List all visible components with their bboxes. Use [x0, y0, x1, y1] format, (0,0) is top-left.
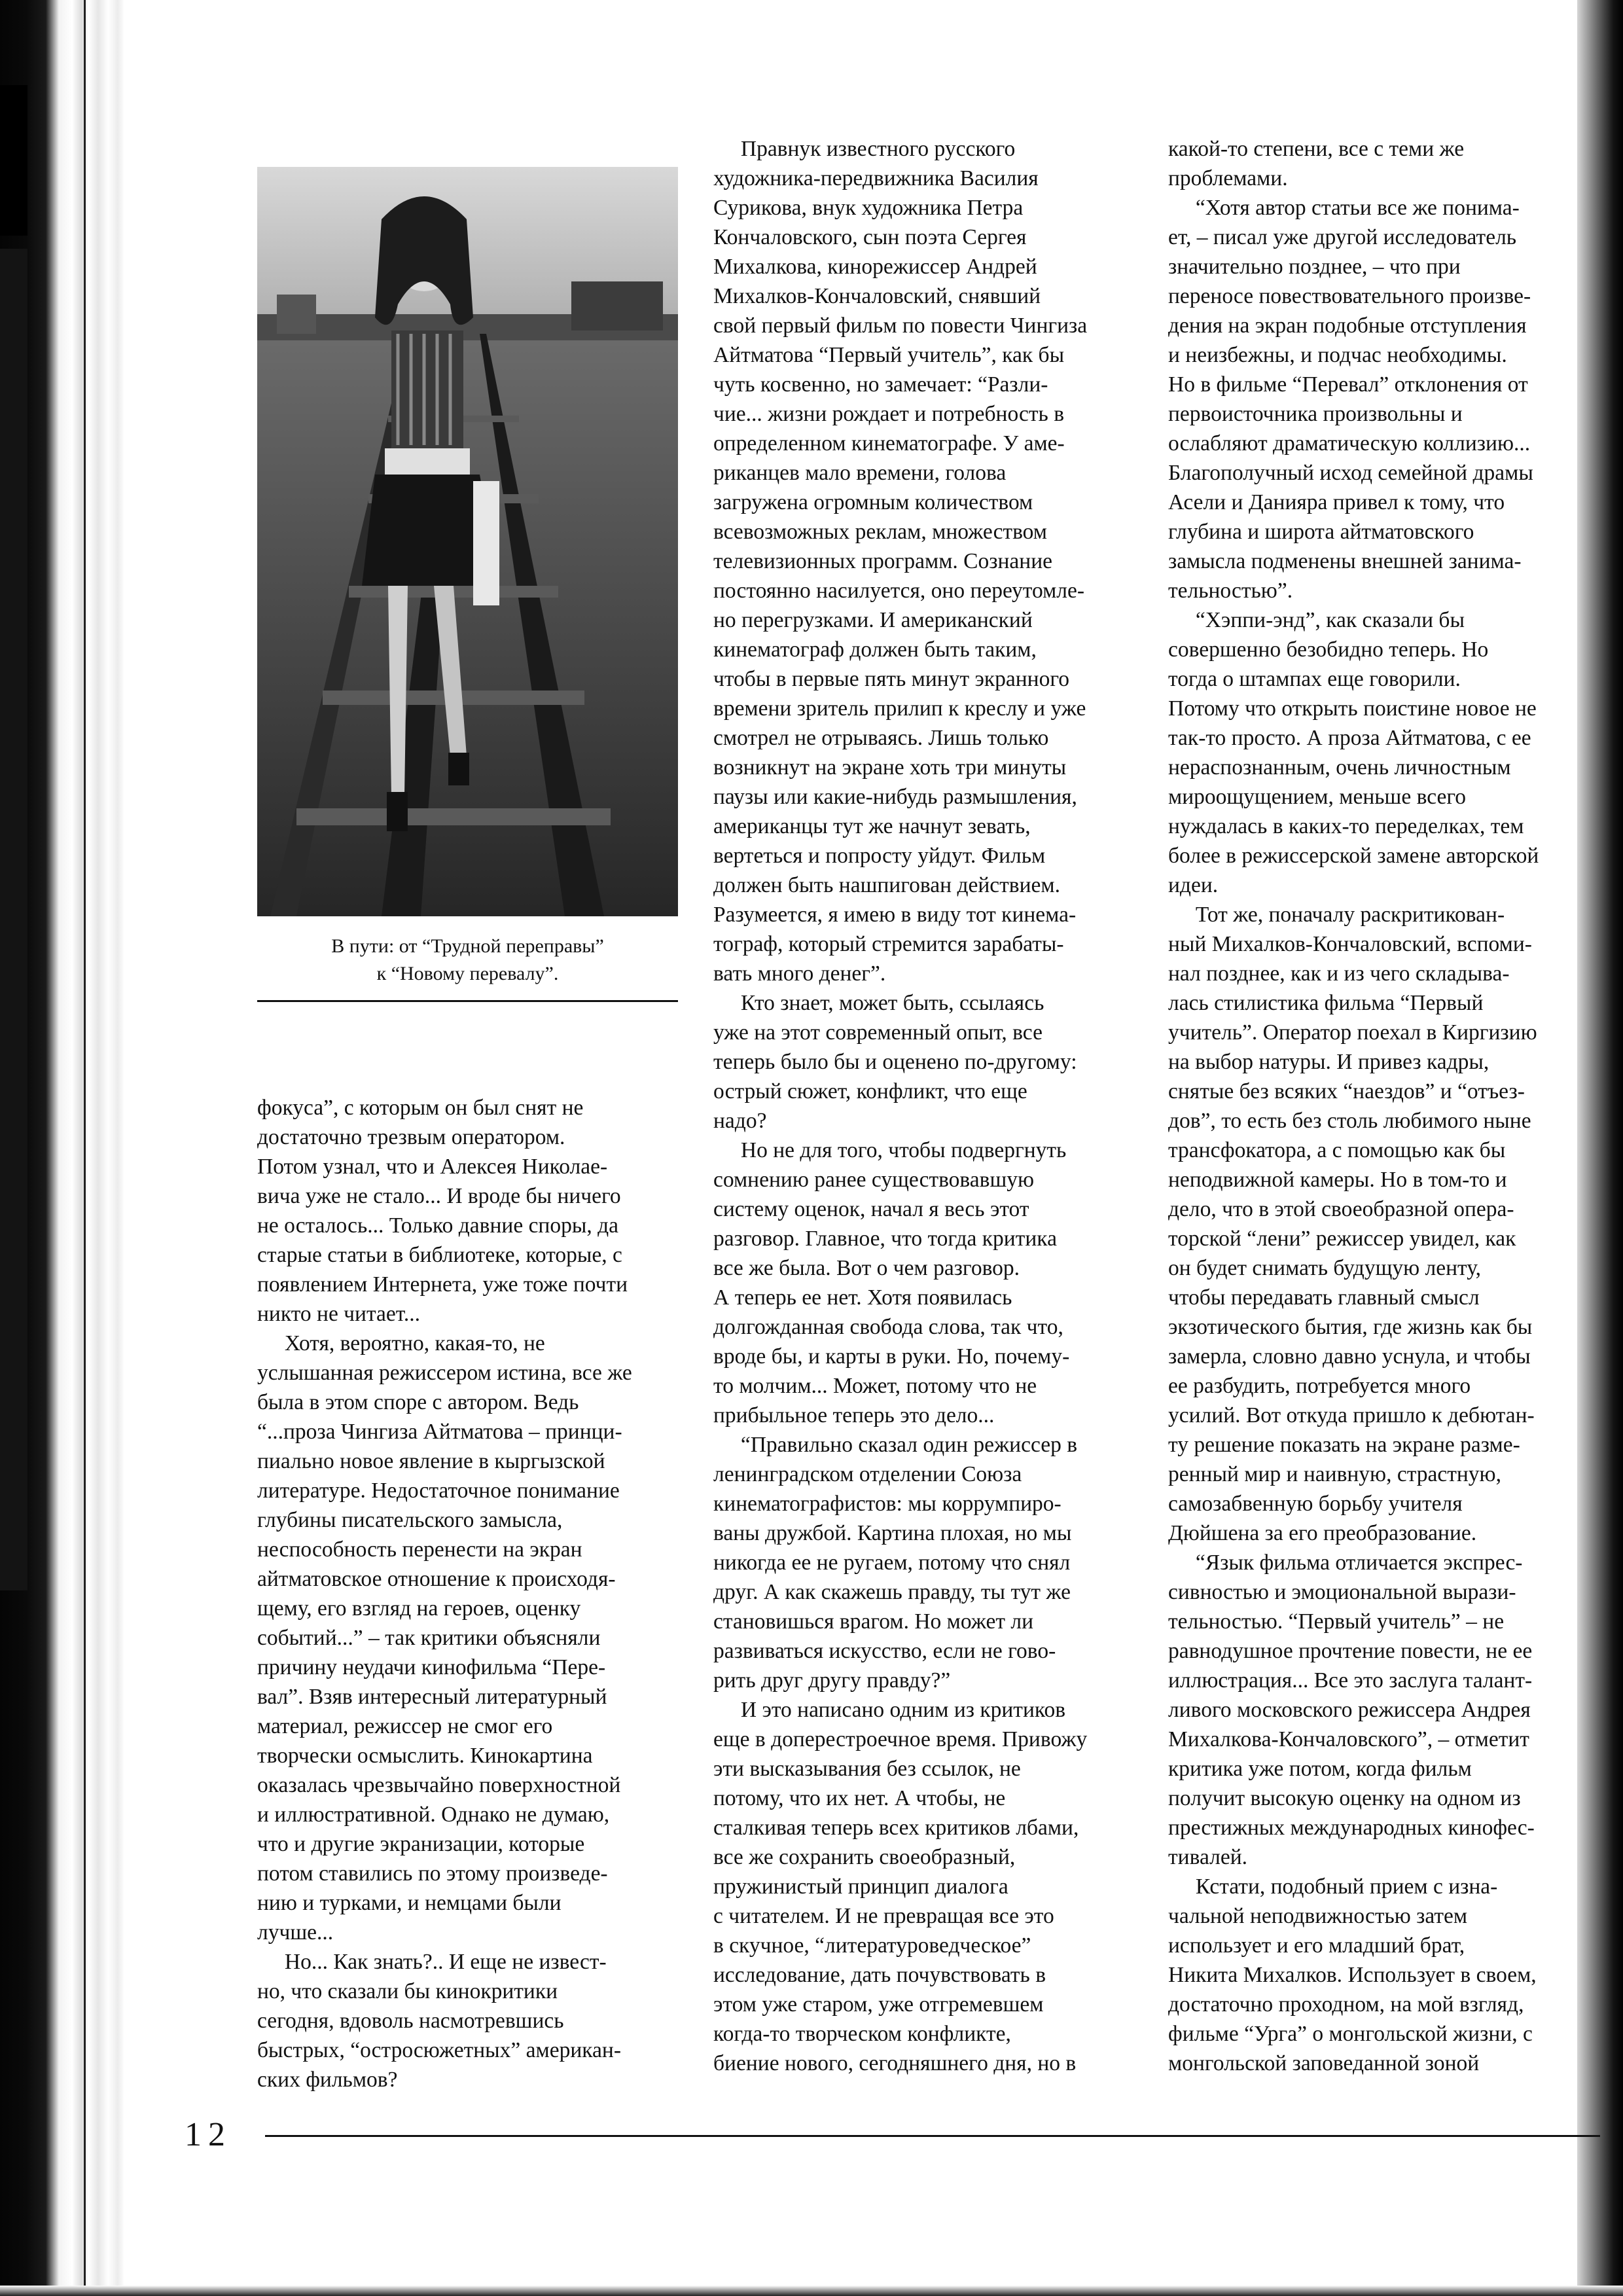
caption-divider	[257, 1000, 678, 1002]
text-line: Кто знает, может быть, ссылаясь	[713, 991, 1044, 1015]
text-line: тограф, который стремится зарабаты-	[713, 932, 1064, 956]
text-line: Михалкова, кинорежиссер Андрей	[713, 255, 1037, 279]
text-line: становишься врагом. Но может ли	[713, 1609, 1034, 1634]
text-line: вал”. Взяв интересный литературный	[257, 1685, 607, 1709]
text-line: литературе. Недостаточное понимание	[257, 1479, 620, 1503]
text-line: все же сохранить своеобразный,	[713, 1845, 1016, 1869]
text-line: Хотя, вероятно, какая-то, не	[257, 1331, 545, 1355]
text-line: учитель”. Оператор поехал в Киргизию	[1168, 1020, 1537, 1045]
text-line: экзотического бытия, где жизнь как бы	[1168, 1315, 1533, 1339]
text-line: иллюстрация... Все это заслуга талант-	[1168, 1668, 1533, 1693]
text-line: неспособность перенести на экран	[257, 1537, 582, 1562]
text-line: не осталось... Только давние споры, да	[257, 1213, 619, 1238]
text-line: загружена огромным количеством	[713, 490, 1033, 514]
text-line: получит высокую оценку на одном из	[1168, 1786, 1521, 1810]
text-line: Асели и Данияра привел к тому, что	[1168, 490, 1505, 514]
text-line: монгольской заповеданной зоной	[1168, 2051, 1480, 2075]
photo-girl-on-railway	[257, 167, 678, 916]
text-line: вроде бы, и карты в руки. Но, почему-	[713, 1344, 1070, 1369]
footer-rule	[265, 2135, 1600, 2137]
text-line: ет, – писал уже другой исследователь	[1168, 225, 1517, 249]
text-line: времени зритель прилип к креслу и уже	[713, 696, 1086, 721]
text-line: развиваться искусство, если не гово-	[713, 1639, 1056, 1663]
text-line: Тот же, поначалу раскритикован-	[1168, 903, 1505, 927]
text-line: глубины писательского замысла,	[257, 1508, 563, 1532]
text-line: вертеться и попросту уйдут. Фильм	[713, 844, 1046, 868]
text-line: появлением Интернета, уже тоже почти	[257, 1272, 628, 1297]
text-line: критика уже потом, когда фильм	[1168, 1757, 1472, 1781]
text-column-2	[713, 134, 1145, 2078]
text-line: Дюйшена за его преобразование.	[1168, 1521, 1477, 1545]
text-line: нераспознанным, очень личностным	[1168, 755, 1511, 780]
text-line: кинематограф должен быть таким,	[713, 637, 1037, 662]
text-line: теперь было бы и оценено по-другому:	[713, 1050, 1077, 1074]
text-line: причину неудачи кинофильма “Пере-	[257, 1655, 606, 1679]
text-line: друг. А как скажешь правду, ты тут же	[713, 1580, 1071, 1604]
text-line: Потом узнал, что и Алексея Николае-	[257, 1155, 608, 1179]
text-line: рить друг другу правду?”	[713, 1668, 951, 1693]
text-line: биение нового, сегодняшнего дня, но в	[713, 2051, 1077, 2075]
text-line: замысла подменены внешней занима-	[1168, 549, 1522, 573]
caption-line: В пути: от “Трудной переправы”	[331, 935, 604, 957]
text-line: и неизбежны, и подчас необходимы.	[1168, 343, 1507, 367]
text-line: мироощущением, меньше всего	[1168, 785, 1466, 809]
text-line: чтобы передавать главный смысл	[1168, 1285, 1480, 1310]
text-line: неподвижной камеры. Но в том-то и	[1168, 1168, 1507, 1192]
text-line: ту решение показать на экране разме-	[1168, 1433, 1520, 1457]
text-line: американцы тут же начнут зевать,	[713, 814, 1031, 838]
text-line: исследование, дать почувствовать в	[713, 1963, 1046, 1987]
text-line: долгожданная свобода слова, так что,	[713, 1315, 1063, 1339]
text-line: была в этом споре с автором. Ведь	[257, 1390, 579, 1414]
text-line: чие... жизни рождает и потребность в	[713, 402, 1065, 426]
text-line: нал позднее, как и из чего складыва-	[1168, 961, 1510, 986]
text-line: Никита Михалков. Использует в своем,	[1168, 1963, 1537, 1987]
text-line: тогда о штампах еще говорили.	[1168, 667, 1461, 691]
text-line: этом уже старом, уже отгремевшем	[713, 1992, 1044, 2017]
text-line: художника-передвижника Василия	[713, 166, 1039, 190]
text-line: сталкивая теперь всех критиков лбами,	[713, 1816, 1079, 1840]
text-line: пружинистый принцип диалога	[713, 1874, 1008, 1899]
text-column-3	[1168, 134, 1600, 2078]
text-line: проблемами.	[1168, 166, 1288, 190]
adjacent-page-fragment	[0, 85, 27, 236]
text-line: равнодушное прочтение повести, не ее	[1168, 1639, 1533, 1663]
text-line: ливого московского режиссера Андрея	[1168, 1698, 1531, 1722]
text-line: Михалков-Кончаловский, снявший	[713, 284, 1041, 308]
text-line: чтобы в первые пять минут экранного	[713, 667, 1070, 691]
text-line: все же была. Вот о чем разговор.	[713, 1256, 1020, 1280]
text-line: Правнук известного русского	[713, 137, 1016, 161]
text-line: Разумеется, я имею в виду тот кинема-	[713, 903, 1077, 927]
text-line: Кстати, подобный прием с изна-	[1168, 1874, 1498, 1899]
text-line: то молчим... Может, потому что не	[713, 1374, 1037, 1398]
text-line: свой первый фильм по повести Чингиза	[713, 314, 1088, 338]
text-line: тельностью. “Первый учитель” – не	[1168, 1609, 1505, 1634]
text-line: торской “лени” режиссер увидел, как	[1168, 1227, 1516, 1251]
text-line: фильме “Урга” о монгольской жизни, с	[1168, 2022, 1533, 2046]
text-line: ренный мир и наивную, страстную,	[1168, 1462, 1501, 1486]
text-line: Благополучный исход семейной драмы	[1168, 461, 1533, 485]
text-line: достаточно проходном, на мой взгляд,	[1168, 1992, 1524, 2017]
text-line: айтматовское отношение к происходя-	[257, 1567, 616, 1591]
text-line: пиально новое явление в кыргызской	[257, 1449, 605, 1473]
scan-shadow-bottom	[0, 2286, 1623, 2296]
text-line: вича уже не стало... И вроде бы ничего	[257, 1184, 621, 1208]
text-line: так-то просто. А проза Айтматова, с ее	[1168, 726, 1531, 750]
text-line: паузы или какие-нибудь размышления,	[713, 785, 1077, 809]
text-line: еще в доперестроечное время. Привожу	[713, 1727, 1088, 1751]
text-line: чальной неподвижностью затем	[1168, 1904, 1468, 1928]
text-line: определенном кинематографе. У аме-	[713, 431, 1065, 456]
page-number: 12	[185, 2116, 232, 2153]
text-line: старые статьи в библиотеке, которые, с	[257, 1243, 622, 1267]
text-column-1	[257, 1093, 689, 2094]
text-line: значительно позднее, – что при	[1168, 255, 1461, 279]
text-line: усилий. Вот откуда пришло к дебютан-	[1168, 1403, 1535, 1427]
text-line: материал, режиссер не смог его	[257, 1714, 553, 1738]
text-line: тельностью”.	[1168, 579, 1293, 603]
photo-caption	[257, 933, 678, 988]
text-line: Но не для того, чтобы подвергнуть	[713, 1138, 1067, 1162]
text-line: чуть косвенно, но замечает: “Разли-	[713, 372, 1048, 397]
text-line: уже на этот современный опыт, все	[713, 1020, 1043, 1045]
text-line: тивалей.	[1168, 1845, 1247, 1869]
text-line: эти высказывания без ссылок, не	[713, 1757, 1021, 1781]
text-line: дело, что в этой своеобразной опера-	[1168, 1197, 1514, 1221]
text-line: ослабляют драматическую коллизию...	[1168, 431, 1531, 456]
text-line: разговор. Главное, что тогда критика	[713, 1227, 1057, 1251]
text-line: переносе повествовательного произве-	[1168, 284, 1531, 308]
text-line: телевизионных программ. Сознание	[713, 549, 1053, 573]
photo-illustration	[257, 167, 678, 916]
text-line: “Язык фильма отличается экспрес-	[1168, 1551, 1523, 1575]
text-line: лась стилистика фильма “Первый	[1168, 991, 1484, 1015]
text-line: сивностью и эмоциональной вырази-	[1168, 1580, 1516, 1604]
text-line: на выбор натуры. И привез кадры,	[1168, 1050, 1489, 1074]
text-line: когда-то творческом конфликте,	[713, 2022, 1011, 2046]
text-line: глубина и широта айтматовского	[1168, 520, 1474, 544]
text-line: нию и турками, и немцами были	[257, 1891, 562, 1915]
text-line: дения на экран подобные отступления	[1168, 314, 1527, 338]
text-line: смотрел не отрываясь. Лишь только	[713, 726, 1049, 750]
text-line: ваны дружбой. Картина плохая, но мы	[713, 1521, 1072, 1545]
text-line: трансфокатора, а с помощью как бы	[1168, 1138, 1506, 1162]
text-line: Потому что открыть поистине новое не	[1168, 696, 1537, 721]
text-line: потому, что их нет. А чтобы, не	[713, 1786, 1006, 1810]
text-line: Сурикова, внук художника Петра	[713, 196, 1024, 220]
text-line: но перегрузками. И американский	[713, 608, 1033, 632]
text-line: самозабвенную борьбу учителя	[1168, 1492, 1463, 1516]
text-line: всевозможных реклам, множеством	[713, 520, 1047, 544]
text-line: систему оценок, начал я весь этот	[713, 1197, 1029, 1221]
adjacent-page-shadow	[0, 249, 27, 1590]
text-line: “Хэппи-энд”, как сказали бы	[1168, 608, 1465, 632]
text-line: с читателем. И не превращая все это	[713, 1904, 1054, 1928]
text-line: вать много денег”.	[713, 961, 886, 986]
text-line: потом ставились по этому произведе-	[257, 1861, 608, 1886]
caption-line: к “Новому перевалу”.	[376, 963, 559, 984]
text-line: совершенно безобидно теперь. Но	[1168, 637, 1489, 662]
text-line: никто не читает...	[257, 1302, 420, 1326]
text-line: сомнению ранее существовавшую	[713, 1168, 1035, 1192]
text-line: первоисточника произвольны и	[1168, 402, 1463, 426]
text-line: надо?	[713, 1109, 767, 1133]
text-line: творчески осмыслить. Кинокартина	[257, 1744, 593, 1768]
text-line: кинематографистов: мы коррумпиро-	[713, 1492, 1061, 1516]
text-line: замерла, словно давно уснула, и чтобы	[1168, 1344, 1531, 1369]
text-line: постоянно насилуется, оно переутомле-	[713, 579, 1085, 603]
text-line: использует и его младший брат,	[1168, 1933, 1465, 1958]
text-line: оказалась чрезвычайно поверхностной	[257, 1773, 621, 1797]
text-line: что и другие экранизации, которые	[257, 1832, 585, 1856]
text-line: и иллюстративной. Однако не думаю,	[257, 1803, 610, 1827]
text-line: ских фильмов?	[257, 2068, 398, 2092]
text-line: риканцев мало времени, голова	[713, 461, 1007, 485]
text-line: ный Михалков-Кончаловский, вспоми-	[1168, 932, 1532, 956]
text-line: какой-то степени, все с теми же	[1168, 137, 1465, 161]
text-line: услышанная режиссером истина, все же	[257, 1361, 632, 1385]
text-line: “Хотя автор статьи все же понима-	[1168, 196, 1520, 220]
text-line: более в режиссерской замене авторской	[1168, 844, 1539, 868]
text-line: ленинградском отделении Союза	[713, 1462, 1022, 1486]
text-line: сегодня, вдоволь насмотревшись	[257, 2009, 564, 2033]
text-line: должен быть нашпигован действием.	[713, 873, 1060, 897]
text-line: снятые без всяких “наездов” и “отъез-	[1168, 1079, 1525, 1103]
text-line: престижных международных кинофес-	[1168, 1816, 1535, 1840]
text-line: “...проза Чингиза Айтматова – принци-	[257, 1420, 622, 1444]
text-line: дов”, то есть без столь любимого ныне	[1168, 1109, 1531, 1133]
text-line: возникнут на экране хоть три минуты	[713, 755, 1067, 780]
text-line: фокуса”, с которым он был снят не	[257, 1096, 584, 1120]
text-line: он будет снимать будущую ленту,	[1168, 1256, 1482, 1280]
text-line: Но в фильме “Перевал” отклонения от	[1168, 372, 1528, 397]
text-line: событий...” – так критики объясняли	[257, 1626, 601, 1650]
text-line: ее разбудить, потребуется много	[1168, 1374, 1471, 1398]
text-line: А теперь ее нет. Хотя появилась	[713, 1285, 1012, 1310]
text-line: лучше...	[257, 1920, 334, 1945]
text-line: острый сюжет, конфликт, что еще	[713, 1079, 1027, 1103]
text-line: но, что сказали бы кинокритики	[257, 1979, 558, 2003]
text-line: достаточно трезвым оператором.	[257, 1125, 565, 1149]
text-line: идеи.	[1168, 873, 1219, 897]
text-line: прибыльное теперь это дело...	[713, 1403, 995, 1427]
text-line: Михалкова-Кончаловского”, – отметит	[1168, 1727, 1529, 1751]
text-line: Кончаловского, сын поэта Сергея	[713, 225, 1027, 249]
text-line: нуждалась в каких-то переделках, тем	[1168, 814, 1524, 838]
text-line: Айтматова “Первый учитель”, как бы	[713, 343, 1065, 367]
text-line: “Правильно сказал один режиссер в	[713, 1433, 1078, 1457]
text-line: Но... Как знать?.. И еще не извест-	[257, 1950, 607, 1974]
text-line: быстрых, “остросюжетных” американ-	[257, 2038, 621, 2062]
text-line: никогда ее не ругаем, потому что снял	[713, 1551, 1071, 1575]
text-line: И это написано одним из критиков	[713, 1698, 1066, 1722]
text-line: в скучное, “литературоведческое”	[713, 1933, 1031, 1958]
text-line: щему, его взгляд на героев, оценку	[257, 1596, 581, 1621]
